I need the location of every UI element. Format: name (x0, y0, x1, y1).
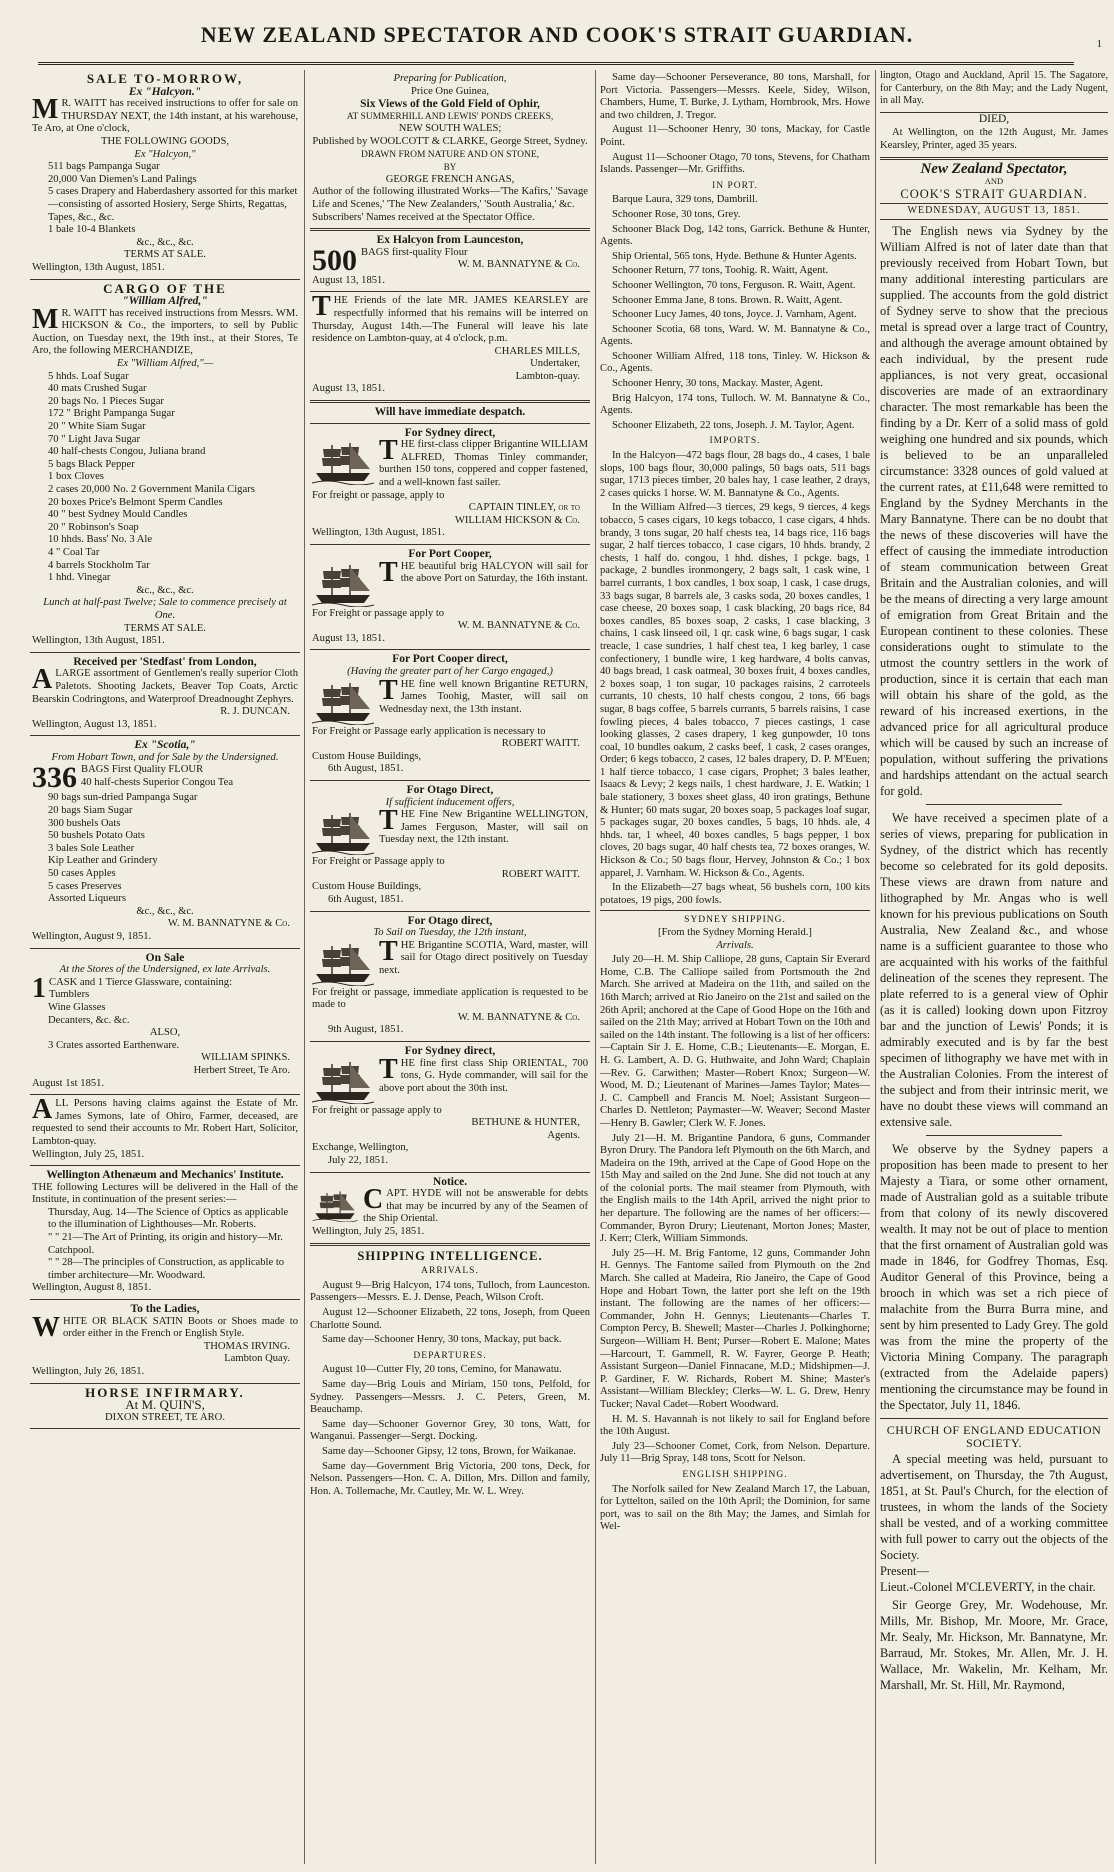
paper-title-and: AND (984, 176, 1004, 187)
ad-notice-hyde (310, 1173, 590, 1246)
ad-item: 40 half-chests Congou, Juliana brand (48, 446, 206, 458)
ad-apply: For Freight or Passage early application is necessary to (312, 725, 546, 737)
ad-item: 300 bushels Oats (48, 817, 121, 829)
ad-item: Tumblers (49, 989, 90, 1001)
news-paragraph: lington, Otago and Auckland, April 15. The Sagatore, for Canterbury, on the 8th May; and the Lady Nugent, in all May. (880, 70, 1108, 107)
news-paragraph: July 23—Schooner Comet, Cork, from Nelson. Departure. July 11—Brig Spray, 148 tons, Scott for Nelson. (600, 1440, 870, 1465)
in-port-entry: Ship Oriental, 565 tons, Hyde. Bethune & Hunter Agents. (612, 250, 857, 262)
ad-terms: TERMS AT SALE. (124, 622, 206, 634)
ad-body: R. WAITT has received instructions to offer for sale on THURSDAY NEXT, the 14th instant, at his warehouse, Te Aro, at One o'clock, (32, 98, 298, 135)
ad-item: Assorted Liqueurs (48, 893, 126, 905)
ad-place: Exchange, Wellington, (312, 1142, 409, 1154)
ad-body: CASK and 1 Tierce Glassware, containing: (49, 976, 233, 988)
ad-price: Price One Guinea, (411, 85, 489, 97)
ad-heading: HORSE INFIRMARY. (85, 1384, 245, 1400)
despatch-banner (310, 403, 590, 424)
ad-body: HE Friends of the late MR. JAMES KEARSLEY are respectfully informed that his remains will be interred on Thursday, August 14th.—The Funeral will leave his late residence on Lambton-quay, at 4 o'clock, p.m. (312, 295, 588, 345)
ad-body: R. WAITT has received instructions from Messrs. WM. HICKSON & Co., the importers, to sell by Public Auction, on Tuesday next, the 19th inst., at their Stores, Te Aro, the following MERCHANDIZE, (32, 307, 298, 357)
ad-item: 40 half-chests Superior Congou Tea (81, 777, 234, 789)
editorial-paragraph: We have received a specimen plate of a series of views, preparing for publication in Sydney, of the district which has recently become so celebrated for its gold deposits. These views are drawn from nature and lithographed by Mr. Angas who is well known for his previous publications on South Australia, New Zealand &c., and whose name is a sufficient guarantee to those who are acquainted with his works of the faithful delineation of the scenes they represent. The plate referred to is a general view of Ophir (as it is called) looking down upon Fitzroy bar and the junction of Lewis' Ponds; it is admirably executed and is by far the best specimen of lithography we have met with in the Australian Colonies. From the interest of the subject and from their intrinsic merit, we have no doubt these views will command an extensive sale. (880, 810, 1108, 1129)
ad-date: August 1st 1851. (32, 1077, 105, 1089)
ad-heading: Notice. (432, 1175, 468, 1188)
drop-cap: M (32, 303, 59, 335)
news-paragraph: July 25—H. M. Brig Fantome, 12 guns, Commander John H. Gennys. The Fantome sailed from Plymouth on the 2nd March. She called at Madeira, Rio Janeiro, the Cape of Good Hope and Hobart Town, the latter port she left on the 19th instant. The following are the names of her officers:—Commander, John H. Gennys; Lieutenants—Charles T. Compton Percy, B. Shewell; Master—Charles J. Polkinghorne; Surgeon—William H. Bent; Purser—Robert E. Malone; Mates—Harcourt, T. Gammell, R. W. Fayrer, George P. Heath; Assistant Surgeon—Daniel Finnacane, M.D.; Midshipmen—J. P. Gardiner, F. W. Richards, Robert M. Shine; Master's Assistant—William Bleckley; Clerks—W. L. G. Drew, Henry Tucker; Naval Cadet—Robert Woodward. (600, 1247, 870, 1410)
chair-line: Lieut.-Colonel M'CLEVERTY, in the chair. (880, 1580, 1096, 1595)
ad-label: ALSO, (149, 1027, 181, 1039)
ad-date: Wellington, 13th August, 1851. (312, 527, 445, 539)
column-1 (30, 70, 300, 1864)
ad-item: 1 bale 10-4 Blankets (48, 224, 136, 236)
ship-engraving-icon (312, 681, 374, 725)
ad-otago-scotia (310, 912, 590, 1043)
lecture-item: " " 21—The Art of Printing, its origin and history—Mr. Catchpool. (48, 1232, 283, 1256)
ad-body: Author of the following illustrated Works—'The Kafirs,' 'Savage Life and Scenes,' 'The New Zealanders,' 'South Australia,' &c. (312, 186, 588, 210)
ad-subheading: From Hobart Town, and for Sale by the Undersigned. (51, 751, 279, 763)
ad-heading: For Port Cooper, (408, 548, 492, 560)
drop-cap: T (379, 556, 398, 588)
ad-signer: CHARLES MILLS, (494, 345, 580, 357)
ad-item: 50 bushels Potato Oats (48, 830, 145, 842)
in-port-entry: Schooner Black Dog, 142 tons, Garrick. Bethune & Hunter, Agents. (600, 223, 870, 248)
ad-otago-wellington (310, 781, 590, 912)
ad-body: HE first-class clipper Brigantine WILLIAM ALFRED, Thomas Tinley commander, burthen 150 tons, coppered and copper fastened, and a well-known fast sailer. (379, 439, 588, 489)
ad-date: August 13, 1851. (312, 274, 385, 286)
ad-subheading: (Having the greater part of her Cargo engaged,) (347, 665, 553, 677)
ad-subheading: To Sail on Tuesday, the 12th instant, (373, 927, 527, 939)
ad-body: LL Persons having claims against the Estate of Mr. James Symons, late of Ohiro, Farmer, deceased, are requested to send their accounts to Mr. Robert Hart, Solicitor, Lambton-quay. (32, 1098, 298, 1147)
ad-role: Undertaker, (530, 358, 580, 370)
ad-sydney-william-alfred (310, 424, 590, 545)
editorial-paragraph: The English news via Sydney by the William Alfred is not of later date than that previously received from Hobart Town, but many additional interesting particulars are supplied. The accounts from the gold district of Sydney serve to show that the precious metal is spread over a large tract of Country, and although the average amount obtained by each individual, by the present rude appliances, is not very great, occasional discoveries are made of an extraordinary character. The most remarkable has been the finding by a Dr. Kerr of a solid mass of gold weighing one hundred and six pounds, which is believed to be an unparalleled circumstance: 3328 ounces of gold valued at the current rates, at £11,648 were remitted to England by the Sydney Merchants in the Mary Bannatyne. There can be no doubt that the news of these discoveries will have the effect of causing the immediate introduction of steam communication between Great Britain and the Australian colonies, and will be the means of directing a very large amount of emigration from Great Britain and the European continent to these colonies. These considerations ought to stimulate to the utmost the country settlers in the work of production, since it is certain that each man will obtain his share of the gold, as the reward of his increased exertions, in the advanced price for all agricultural produce which will be caused by such an increase of population, without suffering the privations and hardships attendant on the actual search for gold. (880, 223, 1108, 798)
ad-heading: For Sydney direct, (404, 426, 496, 439)
section-subheading: IMPORTS. (709, 436, 761, 447)
ad-sydney-oriental (310, 1042, 590, 1173)
column-3 (600, 70, 870, 1864)
ad-apply: For Freight or Passage apply to (312, 856, 445, 868)
dateline: WEDNESDAY, AUGUST 13, 1851. (880, 203, 1108, 220)
ad-signer: R. J. DUNCAN. (220, 706, 290, 718)
news-paragraph: H. M. S. Havannah is not likely to sail for England before the 10th August. (600, 1413, 870, 1438)
ad-signer: W. M. BANNATYNE & Co. (167, 918, 290, 930)
ad-item: 1 hhd. Vinegar (48, 572, 111, 584)
ad-signer: W. M. BANNATYNE & Co. (457, 259, 580, 271)
ad-etc: &c., &c., &c. (136, 584, 194, 596)
ad-ladies (30, 1300, 300, 1384)
in-port-entry: Schooner Elizabeth, 22 tons, Joseph. J. M. Taylor, Agent. (612, 419, 855, 431)
ad-body: THE following Lectures will be delivered in the Hall of the Institute, in continuation of the present series:— (32, 1181, 298, 1206)
ad-signer: THOMAS IRVING. (203, 1340, 290, 1352)
ad-body: HE beautiful brig HALCYON will sail for the above Port on Saturday, the 16th instant. (400, 560, 589, 585)
shipping-entry: August 9—Brig Halcyon, 174 tons, Tulloch, from Launceston. Passengers—Messrs. E. J. Dense, Peach, Wilson Croft. (310, 1279, 590, 1304)
ad-heading: Ex Halcyon from Launceston, (376, 234, 524, 247)
section-subheading: ARRIVALS. (421, 1266, 479, 1277)
in-port-entry: Schooner Return, 77 tons, Toohig. R. Waitt, Agent. (612, 265, 829, 277)
ad-label: DRAWN FROM NATURE AND ON STONE, (361, 149, 539, 160)
ad-signer: ROBERT WAITT. (501, 738, 580, 750)
death-notice: At Wellington, on the 12th August, Mr. James Kearsley, Printer, aged 35 years. (880, 127, 1108, 151)
ad-port-cooper-return (310, 650, 590, 781)
ad-item: 20 " Robinson's Soap (48, 521, 139, 533)
ad-item: 20 bags Siam Sugar (48, 805, 133, 817)
ad-heading: Wellington Athenæum and Mechanics' Institute. (46, 1169, 284, 1182)
drop-cap: A (32, 664, 53, 696)
lecture-item: Thursday, Aug. 14—The Science of Optics as applicable to the illumination of Lighthouses—Mr. Roberts. (48, 1206, 289, 1231)
section-heading: SHIPPING INTELLIGENCE. (357, 1248, 543, 1263)
section-subheading: IN PORT. (712, 180, 758, 191)
in-port-entry: Schooner Rose, 30 tons, Grey. (612, 208, 741, 220)
ad-item: 5 hhds. Loaf Sugar (48, 370, 129, 382)
drop-cap: 1 (32, 972, 46, 1004)
ad-label: BY (443, 162, 457, 173)
shipping-entry: August 11—Schooner Otago, 70 tons, Stevens, for Chatham Islands. Passenger—Mr. Griffiths. (600, 151, 870, 176)
ad-apply: For Freight or passage apply to (312, 607, 445, 619)
ship-engraving-icon (312, 811, 374, 855)
ad-body: HE Brigantine SCOTIA, Ward, master, will sail for Otago direct positively on Tuesday next. (379, 939, 588, 976)
in-port-entry: Schooner William Alfred, 118 tons, Tinley. W. Hickson & Co., Agents. (600, 350, 870, 375)
ad-heading: Preparing for Publication, (393, 73, 507, 84)
ad-date: Wellington, July 26, 1851. (32, 1366, 145, 1377)
ad-heading: To the Ladies, (130, 1303, 200, 1316)
ad-note: Subscribers' Names received at the Spectator Office. (312, 211, 535, 223)
ad-item: 50 cases Apples (48, 868, 116, 880)
ad-body: At M. QUIN'S, (125, 1397, 205, 1413)
ad-address: Lambton Quay. (224, 1353, 290, 1365)
ad-date: 6th August, 1851. (328, 763, 404, 775)
ad-athenaeum (30, 1166, 300, 1300)
drop-cap: T (379, 805, 398, 837)
section-heading: CHURCH OF ENGLAND EDUCATION SOCIETY. (886, 1422, 1102, 1450)
imports-entry: In the Halcyon—472 bags flour, 28 bags do., 4 cases, 1 bale slops, 100 bags flour, 30,000 palings, 50 bags oats, 511 bags sugar, 1713 pieces timber, 20 bales hay, 1 case leather, 2 drays, 2 cases quicks 1 horse. W. M. Bannatyne & Co., Agents. (600, 450, 870, 499)
shipping-entry: August 12—Schooner Elizabeth, 22 tons, Joseph, from Queen Charlotte Sound. (310, 1306, 590, 1331)
ad-item: 40 mats Crushed Sugar (48, 383, 147, 395)
ad-item: 1 box Cloves (48, 471, 104, 483)
drop-cap: A (32, 1094, 53, 1126)
ad-date: Wellington, August 9, 1851. (32, 931, 152, 942)
ad-date: Wellington, July 25, 1851. (312, 1226, 425, 1237)
newspaper-title: NEW ZEALAND SPECTATOR AND COOK'S STRAIT GUARDIAN. (200, 22, 914, 47)
attendee-list: Sir George Grey, Mr. Wodehouse, Mr. Mills, Mr. Bishop, Mr. Moore, Mr. Grace, Mr. Sealy, Mr. Hickson, Mr. Bannatyne, Mr. Barraud, Mr. Stokes, Mr. Allen, Mr. J. H. Wallace, Mr. Wakelin, Mr. Kelham, Mr. Marshall, Mr. St. Hill, Mr. Raymond, (880, 1598, 1108, 1693)
section-source: [From the Sydney Morning Herald.] (658, 927, 812, 938)
ad-date: July 22, 1851. (328, 1155, 389, 1167)
ad-signer: WILLIAM SPINKS. (201, 1052, 290, 1064)
ship-engraving-icon (312, 563, 374, 607)
ad-item: Decanters, &c. &c. (48, 1014, 130, 1026)
ad-funeral (310, 292, 590, 403)
ad-heading: SALE TO-MORROW, (86, 71, 244, 86)
ad-date: Wellington, August 8, 1851. (32, 1282, 152, 1294)
in-port-entry: Schooner Henry, 30 tons, Mackay. Master, Agent. (612, 378, 823, 390)
ad-lead: BAGS First Quality FLOUR (81, 764, 204, 776)
ad-item: Wine Glasses (48, 1001, 106, 1013)
news-paragraph: July 20—H. M. Ship Calliope, 28 guns, Captain Sir Everard Home, C.B. The Calliope sailed from Portsmouth the 2nd March. She arrived at Madeira on the 11th, and sailed on the 16th March; arrived at Rio Janeiro on the 21st and sailed on the 26th April; anchored at the Cape of Good Hope on the 16th and sailed on the 21th May; arrived at Hobart Town on the 10th and sailed on the 14th instant. The following is a list of her officers:—Captain Sir J. E. Home, C.B.; Lieutenants—E. Morgan, E. H. G. Lambert, A. D. G. Huthwaite, and John Ward; Chaplain—Rev. G. Carwithen; Master—Robert Knox; Surgeon—W. Wood, M. D.; Lieutenant of Marines—James Taylor; Mates—J. C. Campbell and Francis M. Noel; Assistant Surgeon—Charles D. Nettleton; Paymaster—W. Weaver; Second Master—Henry B. Gawler; Clerk W. F. Jones. (600, 954, 870, 1129)
in-port-entry: Schooner Scotia, 68 tons, Ward. W. M. Bannatyne & Co., Agents. (600, 323, 870, 348)
ad-note: Lunch at half-past Twelve; Sale to commence precisely at One. (43, 597, 287, 621)
ad-etc: &c., &c., &c. (136, 236, 194, 248)
ad-date: 9th August, 1851. (328, 1024, 404, 1036)
drop-cap: T (379, 674, 398, 706)
ad-item: 5 bags Black Pepper (48, 458, 135, 470)
lecture-item: " " 28—The principles of Construction, as applicable to timber architecture—Mr. Woodward. (48, 1257, 285, 1281)
ad-heading: Received per 'Stedfast' from London, (73, 655, 257, 668)
shipping-entry: Same day—Schooner Perseverance, 80 tons, Marshall, for Port Victoria. Passengers—Messrs. Keele, Sidey, Wilson, Chambers, Hume, T. Burke, J. Lytham, Hornbrook, Mrs. Howe and two children, J. Tregor. (600, 72, 870, 121)
ad-heading: For Otago Direct, (406, 783, 494, 796)
ad-subheading: Ex "Halcyon." (128, 85, 202, 98)
in-port-entry: Brig Halcyon, 174 tons, Tulloch. W. M. Bannatyne & Co., Agents. (600, 392, 870, 417)
ad-body: HE fine well known Brigantine RETURN, James Toohig, Master, will sail on Wednesday next, the 13th instant. (379, 678, 588, 715)
masthead (0, 0, 1114, 58)
ad-date: August 13, 1851. (312, 632, 385, 644)
in-port-entry: Schooner Emma Jane, 8 tons. Brown. R. Waitt, Agent. (612, 294, 843, 306)
ad-date: Wellington, July 25, 1851. (32, 1148, 145, 1160)
ad-item: 3 Crates assorted Earthenware. (48, 1039, 180, 1051)
shipping-entry: Same day—Schooner Governor Grey, 30 tons, Watt, for Wanganui. Passenger—Sergt. Docking. (310, 1418, 590, 1443)
big-number: 336 (32, 761, 77, 795)
ad-item: 20 bags No. 1 Pieces Sugar (48, 395, 164, 407)
ad-author: GEORGE FRENCH ANGAS, (385, 173, 515, 185)
ad-heading: For Sydney direct, (404, 1045, 496, 1058)
ad-place: Custom House Buildings, (312, 881, 422, 893)
ad-halcyon-flour (310, 231, 590, 292)
ad-date: 6th August, 1851. (328, 893, 404, 905)
in-port-entry: Barque Laura, 329 tons, Dambrill. (612, 194, 758, 206)
paper-title: COOK'S STRAIT GUARDIAN. (900, 186, 1088, 201)
ad-signer: BETHUNE & HUNTER, (471, 1117, 580, 1129)
ad-etc: &c., &c., &c. (136, 905, 194, 917)
shipping-entry: Same day—Government Brig Victoria, 200 tons, Deck, for Nelson. Passengers—Hon. C. A. Dillon, Mrs. Dillon and family, Hon. A. Tollemache, Mr. Cautley, Mr. W. L. Wrey. (310, 1460, 590, 1497)
ad-item: 90 bags sun-dried Pampanga Sugar (48, 792, 198, 804)
ad-subheading: If sufficient inducement offers, (385, 796, 515, 808)
ad-apply: For freight or passage, immediate application is requested to be made to (312, 986, 588, 1011)
news-paragraph: The Norfolk sailed for New Zealand March 17, the Labuan, for Lyttelton, sailed on the 10th April; the Dominion, for same port, was to sail on the 8th May; the James, and Simlah for Wel- (600, 1483, 870, 1533)
ad-item: 70 " Light Java Sugar (48, 433, 141, 445)
in-port-entry: Schooner Lucy James, 40 tons, Joyce. J. Varnham, Agent. (612, 309, 857, 321)
editorial-paragraph: We observe by the Sydney papers a proposition has been made to present to her Majesty a Tiara, or some other ornament, made of Australian gold as a suitable tribute from that colony of its newly discovered wealth. It may not be out of place to mention that the first ornament of Australian gold was made in 1846, for Godfrey Thomas, Esq. Auditor General of this Province, being a brooch in which was set a rich piece of malachite from the Burra Burra mine, and sent by him presented to Lady Grey. The gold was from the mine the property of the Victoria Mining Company. The paragraph (extracted from the Adelaide papers) mentioning the circumstance may be found in the Spectator, July 11, 1846. (880, 1141, 1108, 1412)
ad-item: 20 boxes Price's Belmont Sperm Candles (48, 496, 223, 508)
column-divider (304, 70, 305, 1864)
ad-signer: WILLIAM HICKSON & Co. (454, 514, 580, 526)
ad-body: Published by WOOLCOTT & CLARKE, George Street, Sydney. (312, 135, 588, 147)
ad-subheading: At the Stores of the Undersigned, ex late Arrivals. (59, 964, 271, 976)
page-number: 1 (1096, 38, 1102, 50)
ad-address: DIXON STREET, TE ARO. (105, 1411, 225, 1423)
ad-item: 5 cases Drapery and Haberdashery assorted for this market—consisting of assorted Hosiery, Serge Shirts, Regattas, Tapes, &c., &c. (48, 186, 298, 223)
ad-label: AT SUMMERHILL AND LEWIS' PONDS CREEKS, (346, 111, 554, 122)
ad-heading: CARGO OF THE (103, 280, 227, 296)
ad-item: 3 bales Sole Leather (48, 842, 135, 854)
masthead-rule (38, 62, 1074, 65)
ad-label: THE FOLLOWING GOODS, (101, 135, 229, 147)
news-paragraph: July 21—H. M. Brigantine Pandora, 6 guns, Commander Byron Drury. The Pandora left Plymouth on the 6th March, and Madeira on the 19th, arrived at the Cape of Good Hope on the 15th May and sailed on the 2nd June. She did not touch at any of the colonial ports. The mail steamer from Plymouth, with the English mails to the 14th April, arrived the night prior to her departure. The following are the names of her officers:—Commander, Byron Drury; Lieutenant, Morton Jones; Master, J. Kerr; Clerk, William Simmonds. (600, 1132, 870, 1245)
ad-subheading: "William Alfred," (122, 295, 208, 308)
ad-item: 2 cases 20,000 No. 2 Government Manila Cigars (48, 484, 255, 495)
ad-label: Ex "Halcyon," (134, 148, 196, 160)
ad-item: Kip Leather and Grindery (48, 855, 158, 867)
ad-sale-tomorrow (30, 70, 300, 280)
ad-body: HITE OR BLACK SATIN Boots or Shoes made to order either in the French or English Style. (63, 1315, 298, 1340)
imports-entry: In the Elizabeth—27 bags wheat, 56 bushels corn, 100 kits potatoes, 19 pigs, 200 fowls. (600, 882, 870, 906)
ad-item: 172 " Bright Pampanga Sugar (48, 408, 175, 420)
ad-item: 511 bags Pampanga Sugar (48, 161, 160, 173)
ad-lead: BAGS first-quality Flour (361, 246, 468, 258)
ad-signer: W. M. BANNATYNE & Co. (457, 620, 580, 632)
ad-port-cooper-halcyon (310, 545, 590, 650)
drop-cap: T (379, 435, 398, 467)
ad-item: 4 " Coal Tar (48, 546, 100, 558)
ship-engraving-icon (312, 1190, 358, 1222)
ad-cargo-william-alfred (30, 280, 300, 653)
ad-item: 40 " best Sydney Mould Candles (48, 509, 188, 521)
ad-body: HE fine first class Ship ORIENTAL, 700 tons, G. Hyde commander, will sail for the above port about the 30th inst. (379, 1057, 588, 1094)
ad-signer: CAPTAIN TINLEY, or to (468, 502, 580, 514)
ship-engraving-icon (312, 942, 374, 986)
ad-terms: TERMS AT SALE. (124, 249, 206, 261)
ad-item: 4 barrels Stockholm Tar (48, 559, 150, 571)
big-number: 500 (312, 243, 357, 277)
ad-body: HE Fine New Brigantine WELLINGTON, James Ferguson, Master, will sail on Tuesday next, the 12th instant. (379, 809, 588, 846)
ad-date: Wellington, 13th August, 1851. (32, 635, 165, 647)
drop-cap: M (32, 94, 59, 126)
ad-address: Herbert Street, Te Aro. (193, 1064, 290, 1076)
shipping-entry: August 11—Schooner Henry, 30 tons, Mackay, for Castle Point. (600, 124, 870, 148)
ad-scotia (30, 736, 300, 948)
ad-symons-estate (30, 1095, 300, 1166)
ad-heading: For Otago direct, (407, 914, 493, 927)
ship-engraving-icon (312, 1060, 374, 1104)
ad-item: 20,000 Van Diemen's Land Palings (48, 173, 197, 185)
ad-stedfast (30, 653, 300, 737)
ad-item: 20 " White Siam Sugar (48, 421, 146, 433)
ad-label: NEW SOUTH WALES; (398, 123, 502, 135)
ad-place: Custom House Buildings, (312, 750, 422, 762)
ad-apply: For freight or passage apply to (312, 1104, 442, 1116)
ad-body: LARGE assortment of Gentlemen's really superior Cloth Paletots. Shooting Jackets, Beaver Top Coats, Arctic Bearskin Codringtons, and Waterproof Dreadnought Zephyrs. (32, 668, 298, 705)
shipping-intelligence (310, 1250, 590, 1499)
imports-entry: In the William Alfred—3 tierces, 29 kegs, 9 tierces, 4 kegs tobacco, 5 cases cigars, 10 kegs tobacco, 1 case cigars, 4 hhds. brandy, 3 tons sugar, 20 half chests tea, 14 bags rice, 116 bags sugar, 2 half tierces tobacco, 1 case cigars, 10 hhds. brandy, 2 chests, 1 half do. congou, 1 hhd. dishes, 1 pckge. bags, 1 package, 2 bundles ironmongery, 2 bags salt, 1 cask wine, 1 barrel currants, 1 box candles, 1 box soap, 1 cask, 1 case drugs, 33 bags sugar, 8 barrels ale, 3 casks soda, 20 boxes candles, 1 case cheese, 20 boxes soap, 1 cask blacking, 20 bags rice, 84 boxes candles, 85 boxes soap, 2 casks, 1 case blacking, 3 chains, 1 cask linseed oil, 1 qr. cask wine, 6 bags sugar, 1 cask treacle, 1 case sundries, 1 half chest tea, 1 keg barley, 1 case confectionery, 1 bundle wire, 1 keg hardware, 4 bolts canvas, 40 bags bread, 1 cask oatmeal, 30 boxes fruit, 4 boxes candles, 2 boxes soap, 1 ton sugar, 10 packages raisins, 2 carroteels currants, 10 chests, 10 half chests congou, 2 tons, 66 bags sugar, 8 bags coffee, 5 barrels currants, 5 barrels raisins, 1 case fowling pieces, 4 bales tobacco, 7 pieces castings, 1 case looking glasses, 2 cases drapery, 1 keg gunpowder, 10 tons coal, 10 bundles oakum, 2 casks beef, 1 cask, 2 cases oranges, Order; 6 kegs tobacco, 2 cases, 12 bales drapery, D. P. M'Euen; 1 half tierce tobacco, 1 case cigars, Prophet; 3 bales leather, Isaacs & Levy; 2 kegs nails, 1 chest hardware, J. E. Watkin; 1 bale stationery, 3 boxes sheet glass, 40 iron gratings, Bethune & Hunter; 60 mats sugar, 20 boxes soap, 5 packages loaf sugar, 5 packages sugar, 20 boxes candles, 5 bags, 10 hhds. ale, 4 hhds. tar, 1 wheel, 40 boxes candles, 5 bags pepper, 1 box cloves, 20 bags sugar, 40 half chests tea, 72 boxes oranges, W. Hickson & Co.; 50 bags flour, Hervey, Johnston & Co.; 1 box apparel, J. Varnham. W. Hickson & Co., Agents. (600, 502, 870, 879)
ad-heading: Ex "Scotia," (134, 739, 196, 752)
ad-label: Ex "William Alfred,"— (116, 358, 214, 370)
section-subheading: SYDNEY SHIPPING. (600, 910, 870, 927)
ad-title: Six Views of the Gold Field of Ophir, (360, 98, 540, 111)
drop-cap: T (312, 291, 331, 323)
shipping-entry: August 10—Cutter Fly, 20 tons, Cemino, for Manawatu. (322, 1364, 562, 1376)
ad-signer: W. M. BANNATYNE & Co. (457, 1011, 580, 1023)
ad-apply: For freight or passage, apply to (312, 489, 445, 501)
shipping-entry: Same day—Schooner Henry, 30 tons, Mackay, put back. (322, 1334, 562, 1346)
column-4 (880, 70, 1108, 1864)
ad-address: Lambton-quay. (515, 370, 580, 382)
drop-cap: T (379, 1053, 398, 1085)
drop-cap: C (363, 1184, 384, 1216)
ad-horse-infirmary (30, 1384, 300, 1430)
ad-date: August 13, 1851. (312, 383, 385, 395)
shipping-entry: Same day—Brig Louis and Miriam, 150 tons, Pelfold, for Sydney. Passengers—Messrs. J. C. Peters, Green, M. Beauchamp. (310, 1378, 590, 1416)
ad-publication (310, 70, 590, 231)
ad-role: Agents. (547, 1129, 580, 1141)
ad-body: APT. HYDE will not be answerable for debts that may be incurred by any of the Seamen of the Ship Oriental. (363, 1188, 588, 1225)
ad-heading: On Sale (145, 951, 185, 964)
column-divider (595, 70, 596, 1864)
ad-item: 5 cases Preserves (48, 880, 122, 892)
shipping-entry: Same day—Schooner Gipsy, 12 tons, Brown, for Waikanae. (322, 1445, 576, 1457)
column-2 (310, 70, 590, 1864)
section-subheading: ENGLISH SHIPPING. (682, 1469, 788, 1480)
present-label: Present— (880, 1564, 929, 1579)
ad-item: 10 hhds. Bass' No. 3 Ale (48, 534, 153, 546)
section-subheading: Arrivals. (716, 939, 754, 951)
ad-signer: ROBERT WAITT. (501, 868, 580, 880)
section-subheading: DEPARTURES. (413, 1350, 487, 1361)
ad-heading: For Port Cooper direct, (392, 653, 508, 666)
ad-heading: Will have immediate despatch. (374, 406, 526, 419)
column-divider (875, 70, 876, 1864)
ad-date: Wellington, 13th August, 1851. (32, 261, 165, 273)
editorial-paragraph: A special meeting was held, pursuant to advertisement, on Thursday, the 7th August, 1851, at St. Paul's Church, for the election of trustees, in whom the lands of the Society shall be vested, and of a working committee with full power to carry out the objects of the Society. (880, 1452, 1108, 1563)
drop-cap: T (379, 935, 398, 967)
drop-cap: W (32, 1311, 60, 1343)
in-port-entry: Schooner Wellington, 70 tons, Ferguson. R. Waitt, Agent. (612, 279, 856, 291)
ad-on-sale (30, 949, 300, 1096)
ship-engraving-icon (312, 441, 374, 485)
paper-title: New Zealand Spectator, (920, 160, 1068, 177)
ad-date: Wellington, August 13, 1851. (32, 718, 157, 730)
section-heading: DIED, (978, 112, 1010, 125)
